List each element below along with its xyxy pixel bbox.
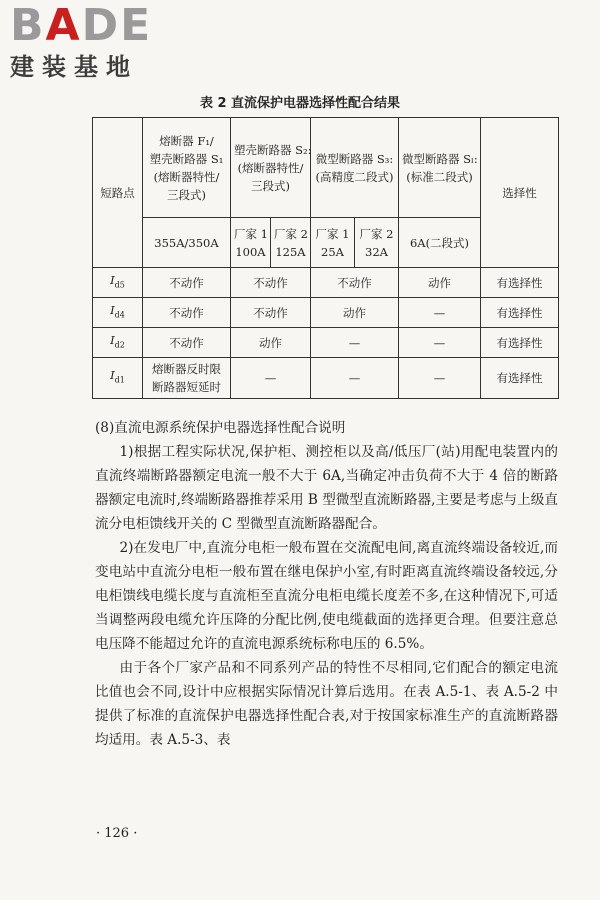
row-cell-selectivity: 有选择性 — [481, 358, 559, 399]
table-row — [93, 358, 559, 399]
col1-spec: 355A/350A — [143, 218, 231, 268]
row-cell-c4: — — [399, 358, 481, 399]
row-cell-c2: 不动作 — [231, 268, 311, 298]
row-cell-selectivity: 有选择性 — [481, 298, 559, 328]
section-heading: (8)直流电源系统保护电器选择性配合说明 — [95, 420, 346, 436]
table-row — [93, 298, 559, 328]
row-cell-c3: — — [311, 328, 399, 358]
table-title: 表 2 直流保护电器选择性配合结果 — [199, 96, 401, 111]
table-row — [93, 328, 559, 358]
row-cell-c3: 不动作 — [311, 268, 399, 298]
table-header-row — [93, 118, 559, 218]
header-col4: 微型断路器 Sₗ: (标准二段式) — [399, 118, 481, 218]
row-point: $I_{d2}$ — [93, 328, 143, 358]
header-col2: 塑壳断路器 S₂: (熔断器特性/ 三段式) — [231, 118, 311, 218]
row-cell-c1: 不动作 — [143, 268, 231, 298]
row-cell-c2: — — [231, 358, 311, 399]
logo-wordmark: BADE — [10, 0, 153, 51]
header-col1: 熔断器 F₁/ 塑壳断路器 S₁ (熔断器特性/ 三段式) — [143, 118, 231, 218]
logo-subtitle: 建装基地 — [10, 53, 138, 81]
paragraph: 2)在发电厂中,直流分电柜一般布置在交流配电间,离直流终端设备较近,而变电站中直流分电柜一般布置在继电保护小室,有时距离直流终端设备较远,分电柜馈线电缆长度与直流柜至直流分电柜电缆长度差不多,在这种情况下,可适当调整两段电缆允许压降的分配比例,使电缆截面的选择更合理。但要注意总电压降不能超过允许的直流电源系统标称电压的 6.5%。 — [95, 540, 558, 652]
s2-maker2: 厂家 2 125A — [271, 218, 311, 268]
header-col3: 微型断路器 S₃: (高精度二段式) — [311, 118, 399, 218]
row-cell-selectivity: 有选择性 — [481, 328, 559, 358]
col4-spec: 6A(二段式) — [399, 218, 481, 268]
row-cell-c2: 动作 — [231, 328, 311, 358]
s2-maker1: 厂家 1 100A — [231, 218, 271, 268]
paragraph: 1)根据工程实际状况,保护柜、测控柜以及高/低压厂(站)用配电装置内的直流终端断路器额定电流一般不大于 6A,当确定冲击负荷不大于 4 倍的断路器额定电流时,终端断路器推荐采用 B 型微型直流断路器,主要是考虑与上级直流分电柜馈线开关的 C 型微型直流断路器配合。 — [95, 444, 558, 532]
publisher-logo — [10, 0, 153, 82]
paragraph: 由于各个厂家产品和不同系列产品的特性不尽相同,它们配合的额定电流比值也会不同,设计中应根据实际情况计算后选用。在表 A.5-1、表 A.5-2 中提供了标准的直流保护电器选择性配合表,对于按国家标准生产的直流断路器均适用。表 A.5-3、表 — [95, 660, 558, 748]
row-cell-c1: 不动作 — [143, 298, 231, 328]
s3-maker2: 厂家 2 32A — [355, 218, 399, 268]
body-text — [95, 416, 558, 752]
row-cell-c4: — — [399, 298, 481, 328]
row-cell-c3: — — [311, 358, 399, 399]
row-cell-c2: 不动作 — [231, 298, 311, 328]
row-point: $I_{d5}$ — [93, 268, 143, 298]
row-cell-c4: 动作 — [399, 268, 481, 298]
row-point: $I_{d1}$ — [93, 358, 143, 399]
table-row — [93, 268, 559, 298]
selectivity-table — [92, 117, 559, 399]
row-cell-c1: 熔断器反时限 断路器短延时 — [143, 358, 231, 399]
row-cell-c3: 动作 — [311, 298, 399, 328]
s3-maker1: 厂家 1 25A — [311, 218, 355, 268]
row-cell-c4: — — [399, 328, 481, 358]
page-number: · 126 · — [96, 826, 138, 841]
row-cell-selectivity: 有选择性 — [481, 268, 559, 298]
row-point: $I_{d4}$ — [93, 298, 143, 328]
header-selectivity: 选择性 — [481, 118, 559, 268]
header-short-circuit-point: 短路点 — [93, 118, 143, 268]
row-cell-c1: 不动作 — [143, 328, 231, 358]
